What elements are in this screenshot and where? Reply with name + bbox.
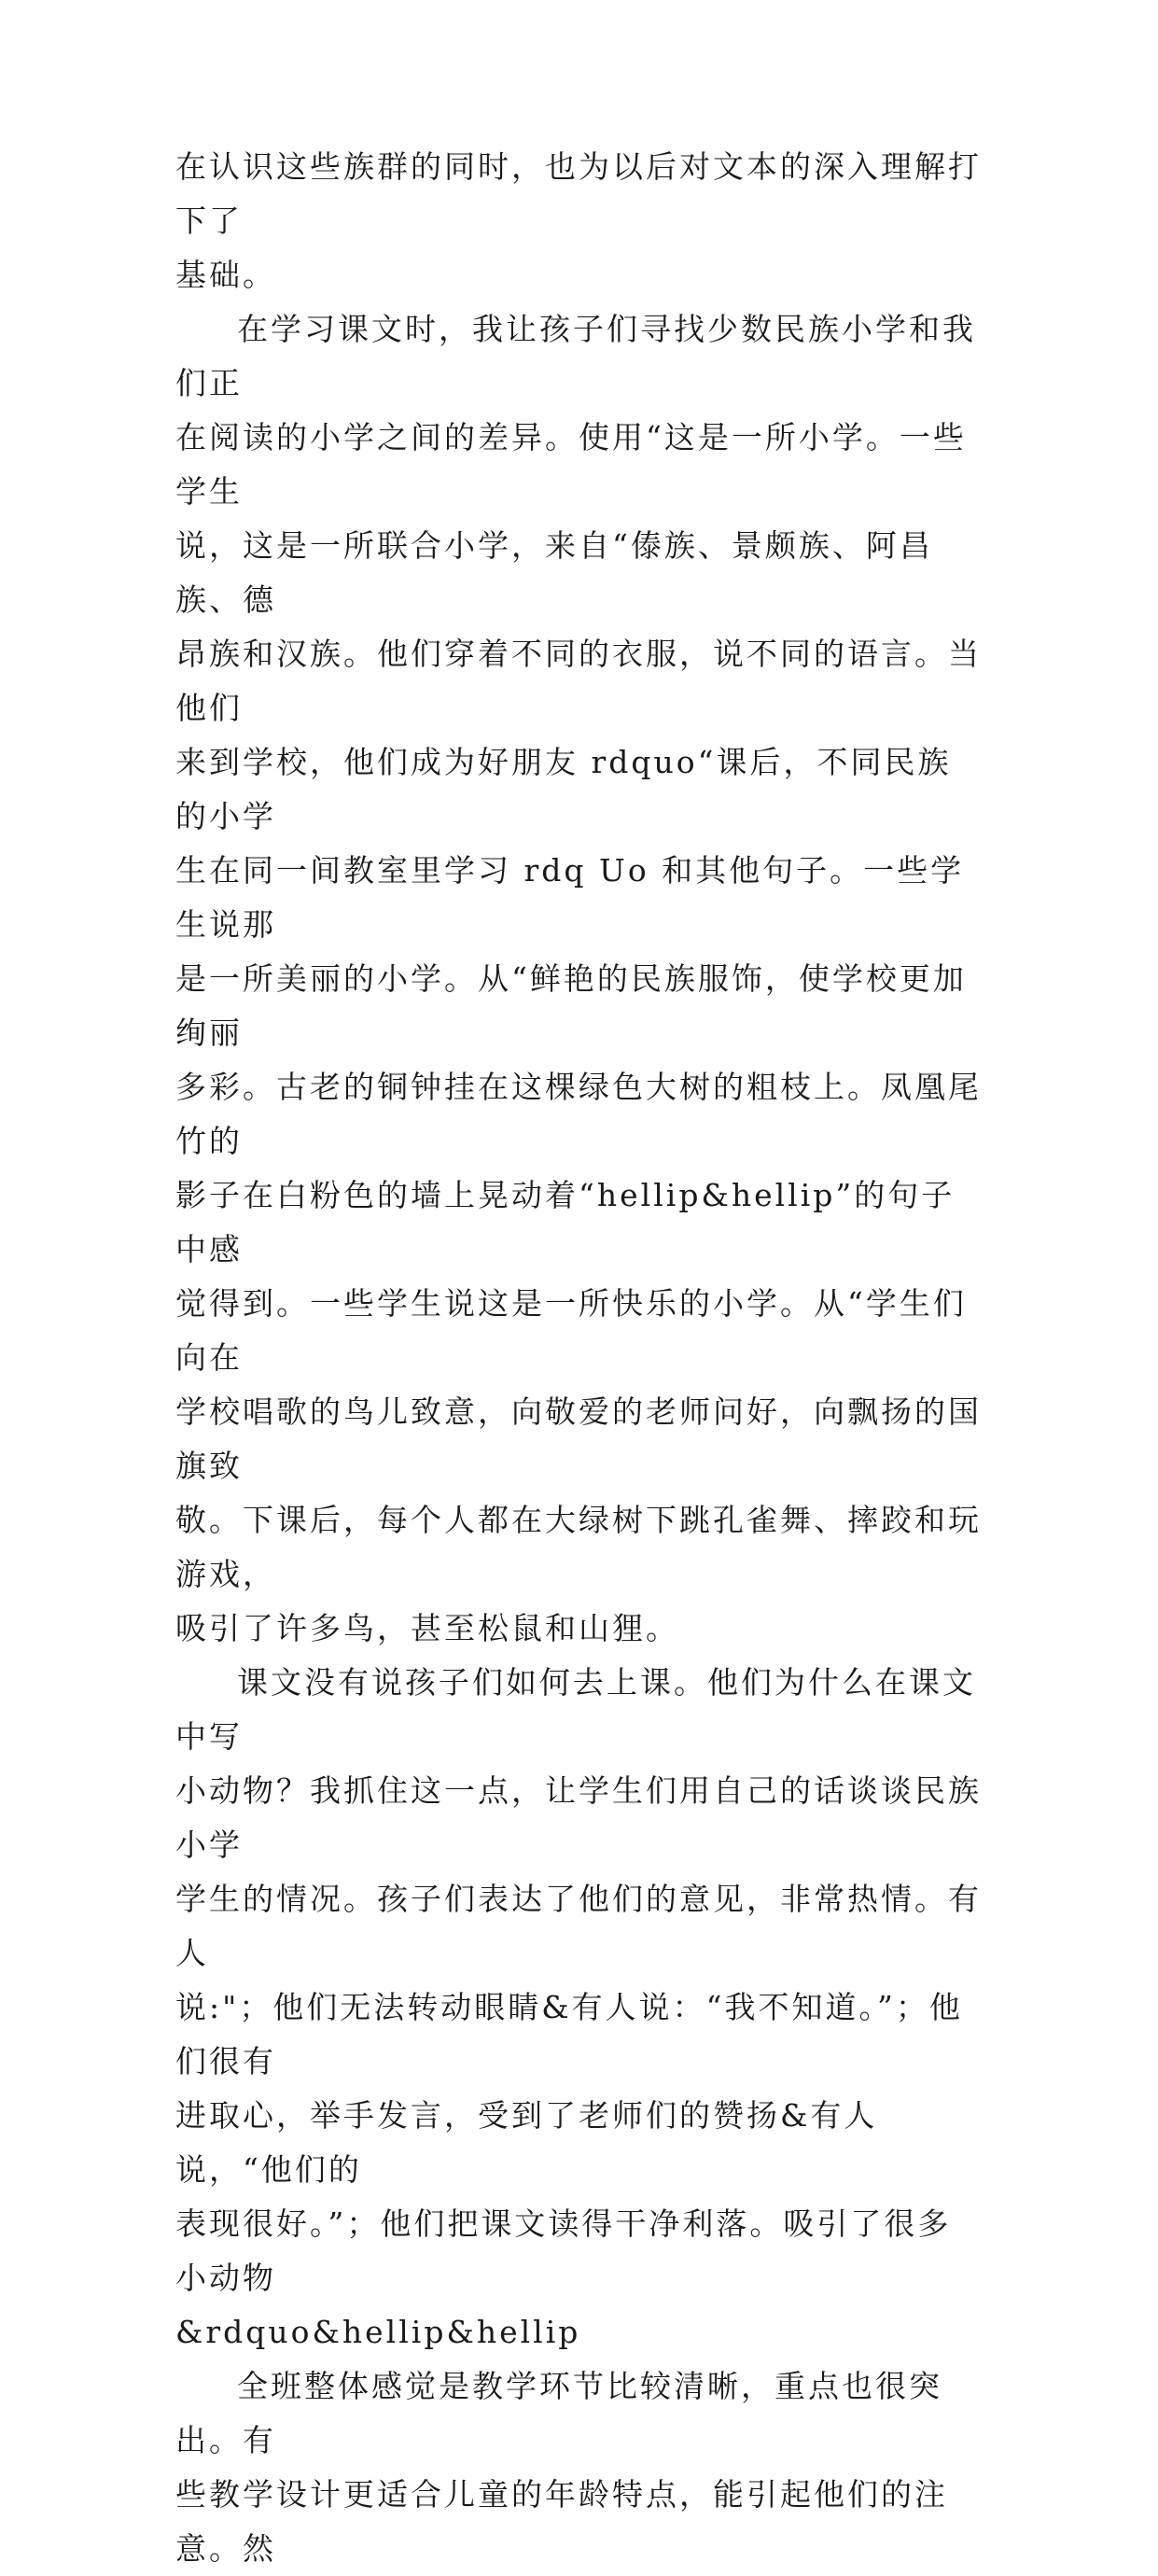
text-line: 说:"；他们无法转动眼睛&有人说：“我不知道。”；他们很有 — [175, 1989, 963, 2079]
text-line: 敬。下课后，每个人都在大绿树下跳孔雀舞、摔跤和玩游戏， — [175, 1502, 982, 1592]
text-line: 昂族和汉族。他们穿着不同的衣服，说不同的语言。当他们 — [175, 636, 982, 726]
text-line: 课文没有说孩子们如何去上课。他们为什么在课文中写 — [175, 1664, 976, 1755]
text-line: 全班整体感觉是教学环节比较清晰，重点也很突出。有 — [175, 2368, 942, 2458]
text-line: 吸引了许多鸟，甚至松鼠和山狸。 — [175, 1610, 679, 1646]
text-line: 进取心，举手发言，受到了老师们的赞扬&有人说，“他们的 — [175, 2097, 878, 2188]
text-line: 来到学校，他们成为好朋友 rdquo“课后，不同民族的小学 — [175, 744, 952, 834]
text-line: 在学习课文时，我让孩子们寻找少数民族小学和我们正 — [175, 311, 976, 401]
text-line: 在阅读的小学之间的差异。使用“这是一所小学。一些学生 — [175, 419, 967, 510]
text-line: 表现很好。”；他们把课文读得干净利落。吸引了很多小动物 — [175, 2205, 952, 2296]
text-line: &rdquo&hellip&hellip — [175, 2314, 581, 2350]
text-line: 多彩。古老的铜钟挂在这棵绿色大树的粗枝上。凤凰尾竹的 — [175, 1069, 982, 1159]
text-line: 基础。 — [175, 257, 276, 293]
text-line: 影子在白粉色的墙上晃动着“hellip&hellip”的句子中感 — [175, 1177, 956, 1267]
text-line: 觉得到。一些学生说这是一所快乐的小学。从“学生们向在 — [175, 1285, 967, 1376]
text-line: 说，这是一所联合小学，来自“傣族、景颇族、阿昌族、德 — [175, 527, 933, 618]
text-line: 学校唱歌的鸟儿致意，向敬爱的老师问好，向飘扬的国旗致 — [175, 1393, 982, 1484]
paragraph-2 — [175, 302, 984, 1656]
text-line: 小动物？我抓住这一点，让学生们用自己的话谈谈民族小学 — [175, 1772, 982, 1863]
text-line: 生在同一间教室里学习 rdq Uo 和其他句子。一些学生说那 — [175, 852, 965, 943]
text-line: 是一所美丽的小学。从“鲜艳的民族服饰，使学校更加绚丽 — [175, 960, 967, 1051]
paragraph-1 — [175, 140, 984, 302]
document-body — [175, 140, 984, 2576]
text-line: 在认识这些族群的同时，也为以后对文本的深入理解打下了 — [175, 148, 982, 239]
text-line: 学生的情况。孩子们表达了他们的意见，非常热情。有人 — [175, 1881, 982, 1971]
paragraph-3 — [175, 1656, 984, 2359]
text-line: 些教学设计更适合儿童的年龄特点，能引起他们的注意。然 — [175, 2476, 948, 2567]
paragraph-4 — [175, 2359, 984, 2576]
